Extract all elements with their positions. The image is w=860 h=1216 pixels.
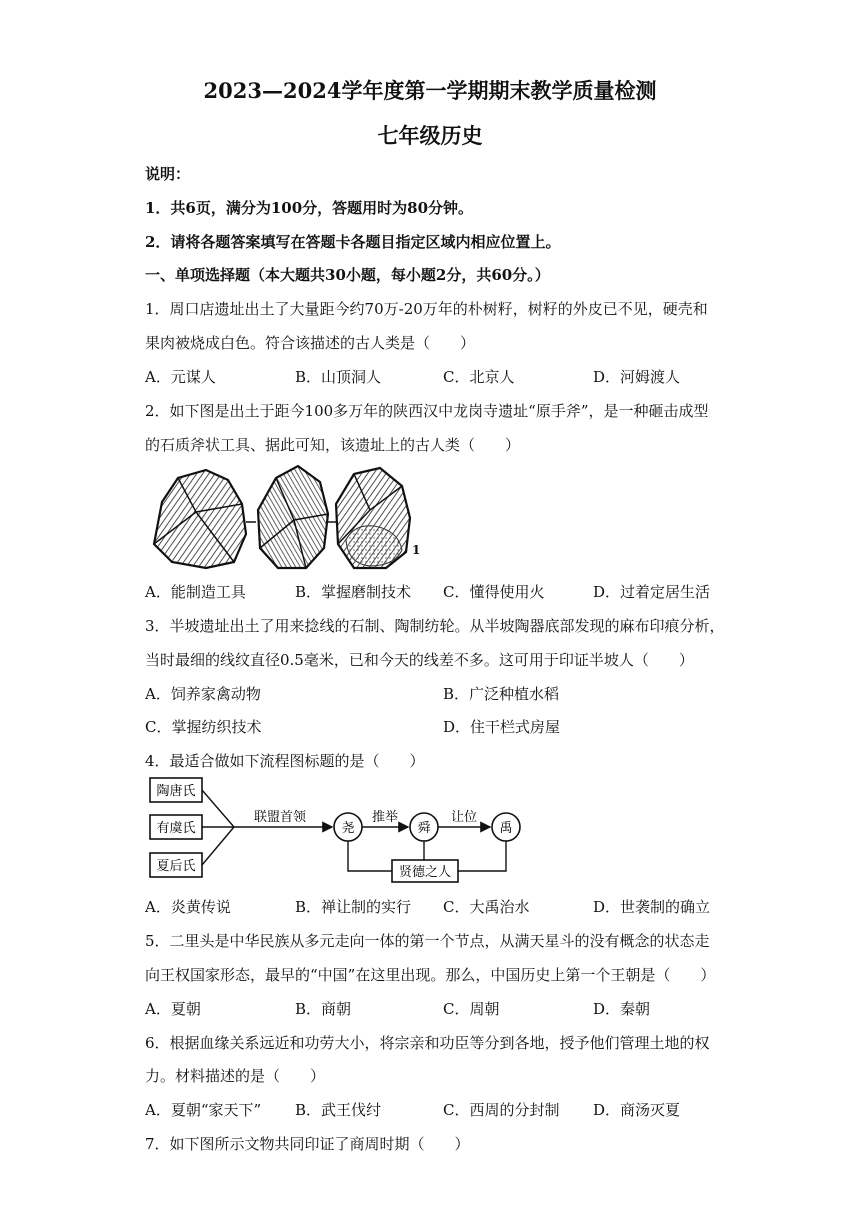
- question-7-line-1: 7．如下图所示文物共同印证了商周时期（ ）: [145, 1135, 470, 1153]
- section-heading: 一、单项选择题（本大题共30小题，每小题2分，共60分。）: [145, 266, 550, 284]
- question-2-line-1: 2．如下图是出土于距今100多万年的陕西汉中龙岗寺遗址“原手斧”，是一种砸击成型: [145, 402, 709, 420]
- exam-subtitle: 七年级历史: [377, 123, 483, 148]
- option-d[interactable]: D．世袭制的确立: [593, 898, 711, 916]
- option-b[interactable]: B．掌握磨制技术: [295, 583, 412, 601]
- instruction-item-1: 1．共6页，满分为100分，答题用时为80分钟。: [145, 199, 474, 217]
- instruction-item-2: 2．请将各题答案填写在答题卡各题目指定区域内相应位置上。: [145, 233, 561, 251]
- arrow-label-1: 联盟首领: [253, 810, 307, 825]
- option-a[interactable]: A．能制造工具: [145, 583, 246, 601]
- arrow-label-2: 推举: [371, 810, 399, 825]
- clan-label-1: 陶唐氏: [156, 784, 196, 799]
- question-6-line-2: 力。材料描述的是（ ）: [145, 1067, 326, 1085]
- option-c[interactable]: C．周朝: [443, 1000, 500, 1018]
- arrow-label-3: 让位: [450, 810, 478, 825]
- option-c[interactable]: C．西周的分封制: [443, 1101, 560, 1119]
- bottom-label: 贤德之人: [398, 865, 452, 880]
- option-a[interactable]: A．夏朝: [145, 1000, 201, 1018]
- option-a[interactable]: A．夏朝“家天下”: [145, 1101, 262, 1119]
- question-3-line-2: 当时最细的线纹直径0.5毫米，已和今天的线差不多。这可用于印证半坡人（ ）: [145, 651, 694, 669]
- option-b[interactable]: B．禅让制的实行: [295, 898, 412, 916]
- question-4-line-1: 4．最适合做如下流程图标题的是（ ）: [145, 752, 425, 770]
- option-b[interactable]: B．商朝: [295, 1000, 352, 1018]
- question-2-line-2: 的石质斧状工具、据此可知，该遗址上的古人类（ ）: [145, 436, 521, 454]
- option-d[interactable]: D．过着定居生活: [593, 583, 711, 601]
- clan-label-2: 有虞氏: [156, 821, 196, 836]
- node-label-3: 禹: [499, 821, 513, 836]
- option-c[interactable]: C．掌握纺织技术: [145, 718, 262, 736]
- hand-axe-stone-1: [154, 470, 246, 568]
- option-b[interactable]: B．山顶洞人: [295, 368, 382, 386]
- option-d[interactable]: D．河姆渡人: [593, 368, 681, 386]
- option-d[interactable]: D．商汤灭夏: [593, 1101, 681, 1119]
- hand-axe-figure: [148, 464, 420, 572]
- option-c[interactable]: C．北京人: [443, 368, 515, 386]
- option-a[interactable]: A．炎黄传说: [145, 898, 231, 916]
- option-b[interactable]: B．广泛种植水稻: [443, 685, 560, 703]
- hand-axe-stone-3: [336, 468, 410, 568]
- node-label-1: 尧: [341, 821, 355, 836]
- instructions-heading: 说明：: [145, 165, 191, 183]
- question-5-line-2: 向王权国家形态，最早的“中国”在这里出现。那么，中国历史上第一个王朝是（ ）: [145, 966, 716, 984]
- option-d[interactable]: D．住干栏式房屋: [443, 718, 561, 736]
- option-d[interactable]: D．秦朝: [593, 1000, 651, 1018]
- succession-flowchart: [146, 774, 526, 886]
- option-a[interactable]: A．饲养家禽动物: [145, 685, 261, 703]
- option-a[interactable]: A．元谋人: [145, 368, 216, 386]
- option-c[interactable]: C．懂得使用火: [443, 583, 545, 601]
- question-1-line-1: 1．周口店遗址出土了大量距今约70万-20万年的朴树籽，树籽的外皮已不见，硬壳和: [145, 300, 708, 318]
- option-c[interactable]: C．大禹治水: [443, 898, 530, 916]
- clan-label-3: 夏后氏: [156, 859, 196, 874]
- option-b[interactable]: B．武王伐纣: [295, 1101, 382, 1119]
- figure-label: 1: [412, 543, 420, 557]
- question-3-line-1: 3．半坡遗址出土了用来捻线的石制、陶制纺轮。从半坡陶器底部发现的麻布印痕分析，: [145, 617, 725, 635]
- hand-axe-stone-2: [258, 466, 328, 568]
- question-1-line-2: 果肉被烧成白色。符合该描述的古人类是（ ）: [145, 334, 476, 352]
- node-label-2: 舜: [417, 821, 431, 836]
- question-5-line-1: 5．二里头是中华民族从多元走向一体的第一个节点，从满天星斗的没有概念的状态走: [145, 932, 710, 950]
- question-6-line-1: 6．根据血缘关系远近和功劳大小，将宗亲和功臣等分到各地，授予他们管理土地的权: [145, 1034, 710, 1052]
- exam-title: 2023—2024学年度第一学期期末教学质量检测: [203, 78, 657, 103]
